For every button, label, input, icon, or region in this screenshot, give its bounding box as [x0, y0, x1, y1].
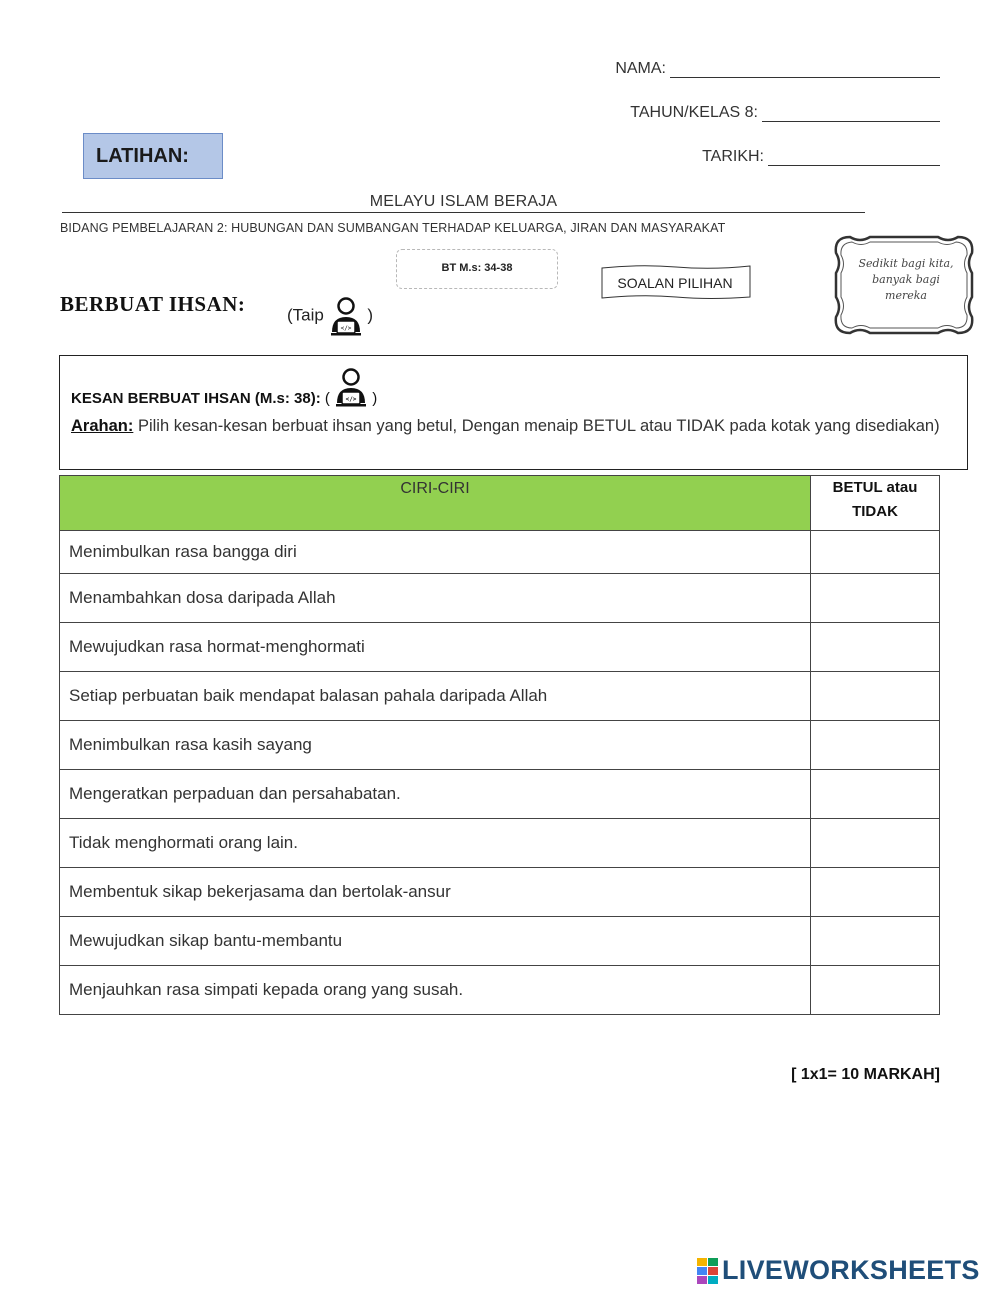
ciri-ciri-table [59, 475, 940, 1015]
ciri-text: Menimbulkan rasa bangga diri [60, 531, 811, 574]
arahan-text: Pilih kesan-kesan berbuat ihsan yang betul, Dengan menaip BETUL atau TIDAK pada kotak yang disediakan) [137, 417, 940, 435]
marks-label: [ 1x1= 10 MARKAH] [791, 1066, 940, 1083]
ciri-text: Mengeratkan perpaduan dan persahabatan. [60, 770, 811, 819]
tarikh-input-line[interactable] [768, 151, 940, 166]
table-row [60, 531, 940, 574]
tahun-kelas-field[interactable] [560, 104, 940, 122]
instruction-box [59, 355, 968, 470]
soalan-pilihan-label: SOALAN PILIHAN [617, 275, 733, 291]
heading-title: BERBUAT IHSAN [60, 292, 238, 316]
answer-box[interactable] [811, 623, 940, 672]
col-ciri-ciri-header: CIRI-CIRI [60, 476, 811, 531]
page-heading [60, 292, 245, 317]
answer-box[interactable] [811, 966, 940, 1015]
taip-open: (Taip [287, 305, 324, 325]
answer-box[interactable] [811, 672, 940, 721]
table-row [60, 868, 940, 917]
tahun-kelas-label: TAHUN/KELAS 8: [630, 104, 758, 121]
arahan-label: Arahan: [71, 417, 134, 435]
heading-colon: : [237, 292, 246, 316]
answer-box[interactable] [811, 917, 940, 966]
col-betul-tidak-header [811, 476, 940, 531]
liveworksheets-logo [697, 1255, 980, 1285]
kesan-open: ( [324, 390, 330, 407]
kesan-title [71, 390, 377, 407]
ciri-text: Mewujudkan rasa hormat-menghormati [60, 623, 811, 672]
taip-hint [287, 296, 373, 336]
answer-box[interactable] [811, 721, 940, 770]
tarikh-label: TARIKH: [702, 148, 764, 165]
table-row [60, 966, 940, 1015]
table-row [60, 721, 940, 770]
liveworksheets-wordmark: LIVEWORKSHEETS [722, 1255, 980, 1285]
subject-title: MELAYU ISLAM BERAJA [62, 193, 865, 213]
quote-line-1: Sedikit bagi kita, [858, 257, 954, 270]
answer-box[interactable] [811, 868, 940, 917]
svg-text:</>: </> [340, 325, 352, 332]
latihan-label: LATIHAN: [83, 133, 223, 179]
table-header-row [60, 476, 940, 531]
nama-field[interactable] [560, 60, 940, 78]
answer-box[interactable] [811, 531, 940, 574]
ciri-text: Mewujudkan sikap bantu-membantu [60, 917, 811, 966]
kesan-close: ) [372, 390, 378, 407]
bt-reference-box: BT M.s: 34-38 [396, 249, 558, 289]
arahan-paragraph [71, 414, 956, 438]
ciri-text: Membentuk sikap bekerjasama dan bertolak-ansur [60, 868, 811, 917]
person-laptop-icon [329, 296, 363, 336]
kesan-title-text: KESAN BERBUAT IHSAN (M.s: 38): [71, 390, 321, 407]
table-row [60, 917, 940, 966]
ciri-text: Menambahkan dosa daripada Allah [60, 574, 811, 623]
answer-box[interactable] [811, 819, 940, 868]
person-laptop-icon [334, 367, 368, 407]
quote-line-2: banyak bagi [872, 273, 940, 286]
table-row [60, 770, 940, 819]
table-row [60, 672, 940, 721]
table-row [60, 819, 940, 868]
ciri-text: Setiap perbuatan baik mendapat balasan pahala daripada Allah [60, 672, 811, 721]
tahun-kelas-input-line[interactable] [762, 107, 940, 122]
tarikh-field[interactable] [560, 148, 940, 166]
col2-header-line1: BETUL atau [832, 479, 918, 496]
ciri-text: Menimbulkan rasa kasih sayang [60, 721, 811, 770]
taip-close: ) [367, 305, 373, 325]
answer-box[interactable] [811, 574, 940, 623]
nama-label: NAMA: [615, 60, 666, 77]
ciri-text: Tidak menghormati orang lain. [60, 819, 811, 868]
bidang-pembelajaran: BIDANG PEMBELAJARAN 2: HUBUNGAN DAN SUMBANGAN TERHADAP KELUARGA, JIRAN DAN MASYARAKAT [60, 221, 726, 235]
nama-input-line[interactable] [670, 63, 940, 78]
quote-line-3: mereka [885, 289, 927, 302]
svg-text:</>: </> [345, 396, 357, 404]
liveworksheets-blocks-icon [697, 1258, 719, 1284]
ciri-text: Menjauhkan rasa simpati kepada orang yang susah. [60, 966, 811, 1015]
table-row [60, 574, 940, 623]
col2-header-line2: TIDAK [852, 503, 898, 520]
table-row [60, 623, 940, 672]
answer-box[interactable] [811, 770, 940, 819]
quote-text [846, 256, 966, 304]
